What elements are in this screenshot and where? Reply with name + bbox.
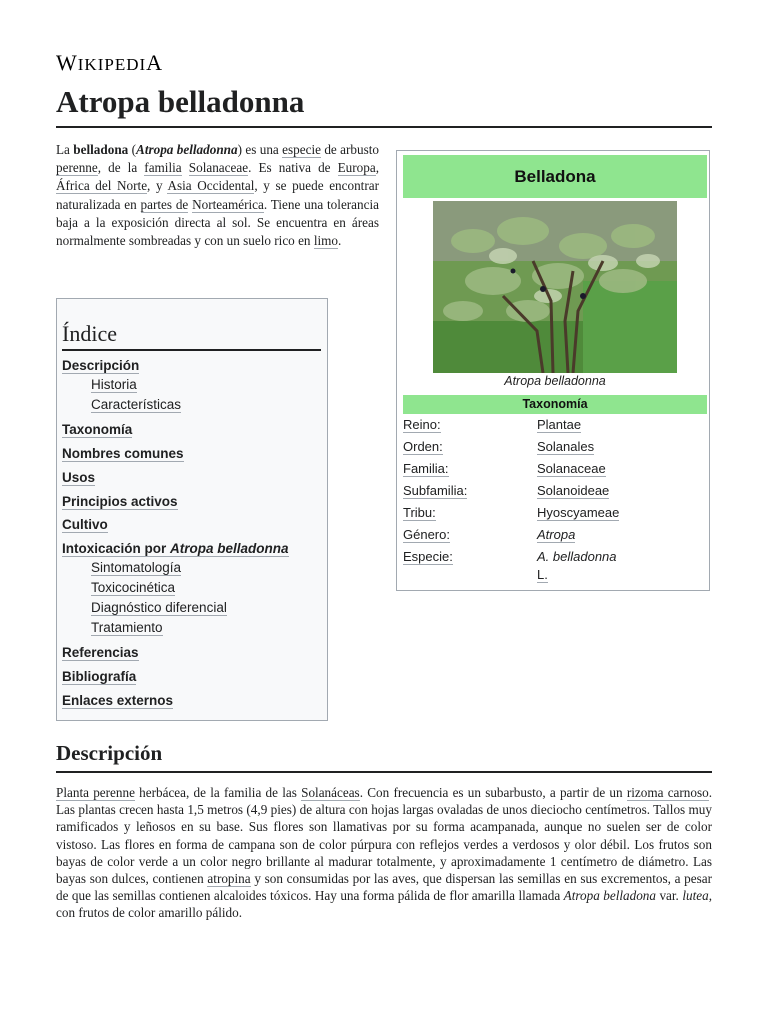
row-key-link[interactable]: Especie: xyxy=(403,549,453,564)
taxonomy-row xyxy=(403,483,707,505)
row-value-link[interactable]: Solanoideae xyxy=(537,483,610,498)
toc-subitem[interactable]: Sintomatología xyxy=(91,560,182,575)
species-author-link[interactable]: L. xyxy=(537,567,548,582)
row-value-link[interactable]: Plantae xyxy=(537,417,582,432)
toc-item[interactable]: Bibliografía xyxy=(62,669,137,684)
paragraph-text: . Con frecuencia es un subarbusto, a partir de un xyxy=(359,785,627,800)
paragraph-text: var. xyxy=(656,888,683,904)
link-norteamerica[interactable]: Norteamérica xyxy=(192,196,264,212)
taxobox-title: Belladona xyxy=(403,155,707,198)
taxonomy-row xyxy=(403,439,707,461)
row-value-link[interactable]: Atropa xyxy=(537,527,576,542)
image-caption: Atropa belladonna xyxy=(504,374,606,388)
link-solanaceae[interactable]: Solanaceae xyxy=(188,160,249,176)
wikipedia-logo[interactable] xyxy=(56,50,163,76)
toc-item[interactable]: Usos xyxy=(62,470,96,485)
taxonomy-row xyxy=(403,549,707,589)
row-value-link[interactable]: Solanales xyxy=(537,439,595,454)
row-key-link[interactable]: Orden: xyxy=(403,439,443,454)
link-partes-de[interactable]: partes de xyxy=(140,196,189,212)
plant-image[interactable] xyxy=(433,201,677,373)
intro-text: , de la xyxy=(97,160,145,176)
taxonomy-row xyxy=(403,417,707,439)
toc-subitem[interactable]: Toxicocinética xyxy=(91,580,176,595)
intro-scientific-name: Atropa belladonna xyxy=(136,142,238,157)
row-key-link[interactable]: Tribu: xyxy=(403,505,436,520)
intro-text: de arbusto xyxy=(320,142,379,157)
link-atropina[interactable]: atropina xyxy=(207,871,251,887)
link-solanaceas[interactable]: Solanáceas xyxy=(301,785,360,800)
link-europa[interactable]: Europa xyxy=(337,160,376,176)
paragraph-text: . Las plantas crecen hasta 1,5 metros (4,9 pies) de altura con hojas largas ovaladas de unos dieciocho centímetros. Tallos muy ramificados y leñosos en su base. Sus flores son llamativas por su forma acampanada, aunque no suelen ser de color vistoso. Las flores en forma de campana son de color púrpura con reflejos verdes a verdosos y olor débil. Los frutos son bayas de color verde a un color negro brillante al madurar totalmente, y aproximadamente 1 centímetro de diámetro. Las bayas son dulces, contienen xyxy=(56,785,712,887)
toc-item[interactable]: Enlaces externos xyxy=(62,693,174,708)
paragraph-text: herbácea, de la familia de las xyxy=(134,785,302,800)
toc-item[interactable]: Referencias xyxy=(62,645,139,660)
link-planta-perenne[interactable]: Planta perenne xyxy=(56,785,135,800)
intro-bold-name: belladona xyxy=(73,142,129,157)
toc-item[interactable] xyxy=(62,541,289,557)
plant-photo-illustration xyxy=(433,201,677,373)
intro-text: La xyxy=(56,142,74,157)
row-key-link[interactable]: Género: xyxy=(403,527,450,542)
logo-small: IKIPEDI xyxy=(77,55,147,74)
italic-text: lutea xyxy=(682,888,709,904)
row-key-link[interactable]: Reino: xyxy=(403,417,441,432)
logo-first: W xyxy=(56,50,78,75)
intro-text: . xyxy=(338,233,342,249)
toc-item[interactable]: Taxonomía xyxy=(62,422,133,437)
toc-item[interactable]: Principios activos xyxy=(62,494,178,509)
taxonomy-row xyxy=(403,527,707,549)
toc-subitem[interactable]: Diagnóstico diferencial xyxy=(91,600,227,615)
toc-item-label: Intoxicación por xyxy=(62,541,171,556)
intro-text xyxy=(182,160,189,175)
italic-text: Atropa belladona xyxy=(563,888,656,904)
link-familia[interactable]: familia xyxy=(144,160,182,176)
page-title: Atropa belladonna xyxy=(56,84,712,128)
paragraph-text: y son consumidas por las aves, que dispersan las semillas en sus excrementos, a pesar de que las semillas contienen alcaloides tóxicos. Hay una forma pálida de flor amarilla llamada xyxy=(56,871,712,904)
intro-text: ( xyxy=(128,142,137,157)
intro-text: , y xyxy=(147,178,168,194)
toc-subitem[interactable]: Tratamiento xyxy=(91,620,163,635)
link-rizoma-carnoso[interactable]: rizoma carnoso xyxy=(626,785,709,800)
link-especie[interactable]: especie xyxy=(282,142,321,157)
row-value-link[interactable]: Hyoscyameae xyxy=(537,505,620,520)
taxonomy-header: Taxonomía xyxy=(403,395,707,414)
paragraph-text: , con frutos de color amarillo pálido. xyxy=(56,888,712,921)
intro-text: . Tiene una tolerancia baja a la exposición directa al sol. Se encuentra en áreas normalmente sombreadas y con un suelo rico en xyxy=(56,196,380,249)
row-key-link[interactable]: Subfamilia: xyxy=(403,483,468,498)
toc-item[interactable]: Descripción xyxy=(62,358,140,373)
toc-item[interactable]: Cultivo xyxy=(62,517,108,532)
logo-last: A xyxy=(146,50,164,75)
link-asia-occidental[interactable]: Asia Occidental xyxy=(167,178,255,194)
row-key-link[interactable]: Familia: xyxy=(403,461,449,476)
toc-item[interactable]: Nombres comunes xyxy=(62,446,184,461)
link-perenne[interactable]: perenne xyxy=(56,160,98,176)
intro-text: ) es una xyxy=(237,142,283,157)
toc-subitem[interactable]: Características xyxy=(91,397,182,412)
toc-title: Índice xyxy=(62,321,321,351)
intro-paragraph xyxy=(56,141,379,250)
row-value: A. belladonna xyxy=(537,549,617,564)
taxonomy-row xyxy=(403,505,707,527)
row-value-link[interactable]: Solanaceae xyxy=(537,461,606,476)
section-heading: Descripción xyxy=(56,741,712,773)
taxobox xyxy=(396,150,710,591)
taxonomy-rows xyxy=(403,417,707,589)
intro-text: . Es nativa de xyxy=(248,160,338,176)
intro-text: , y se puede encontrar naturalizada en xyxy=(56,178,379,212)
intro-text: , xyxy=(375,160,380,176)
section-paragraph xyxy=(56,784,712,922)
toc-item-italic: Atropa belladonna xyxy=(170,541,289,556)
link-africa-del-norte[interactable]: África del Norte xyxy=(56,178,148,194)
link-limo[interactable]: limo xyxy=(313,233,339,249)
taxonomy-row xyxy=(403,461,707,483)
table-of-contents xyxy=(56,298,328,721)
toc-subitem[interactable]: Historia xyxy=(91,377,137,392)
